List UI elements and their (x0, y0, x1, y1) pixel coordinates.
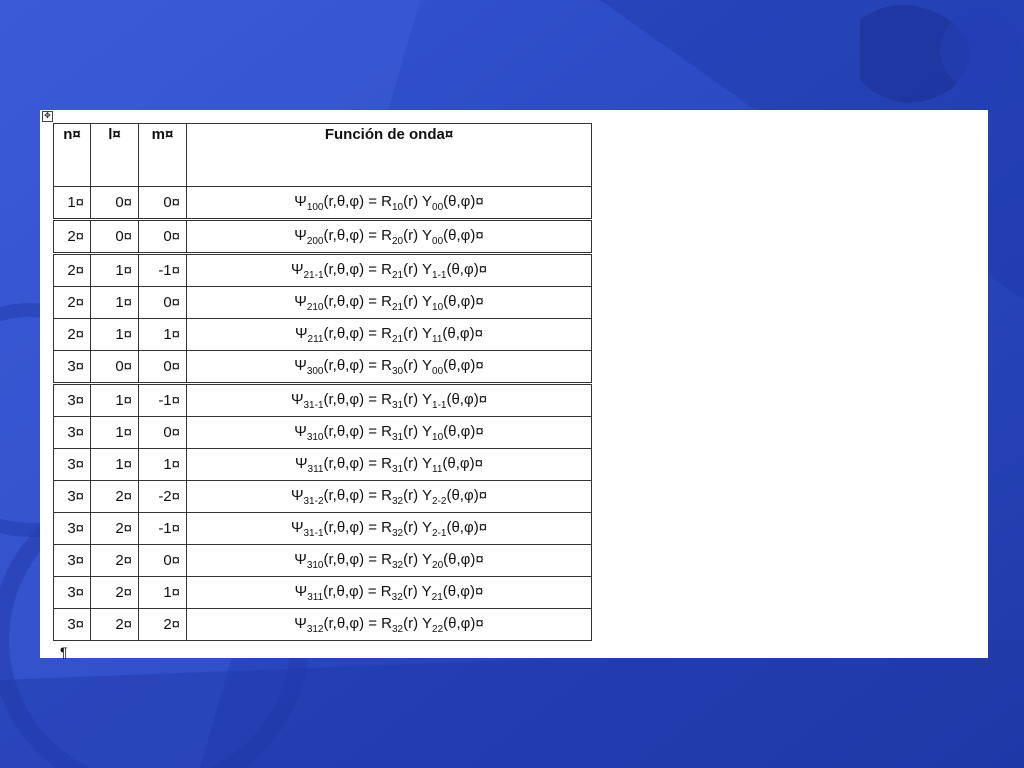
formula-text: (θ,φ)¤ (446, 518, 488, 536)
move-handle-icon[interactable]: ✥ (42, 111, 53, 122)
formula-text: (r) Y (403, 390, 433, 408)
formula-text: (r,θ,φ) = R (323, 454, 392, 472)
formula-text: Ψ (294, 192, 307, 210)
formula-subscript: 00 (432, 365, 444, 377)
formula-text: (r) Y (403, 518, 433, 536)
formula-subscript: 310 (306, 431, 324, 443)
formula-subscript: 10 (432, 301, 444, 313)
formula-text: (θ,φ)¤ (443, 292, 484, 310)
formula-subscript: 2-2 (432, 495, 447, 507)
cell-wave-function (187, 577, 592, 609)
formula-text: (θ,φ)¤ (446, 390, 488, 408)
cell-wave-function (187, 609, 592, 641)
formula-subscript: 300 (306, 365, 324, 377)
cell-l: 0¤ (91, 351, 139, 384)
cell-n: 3¤ (54, 545, 91, 577)
table-row (54, 545, 592, 577)
cell-l: 1¤ (91, 319, 139, 351)
cell-m: 0¤ (139, 187, 187, 220)
header-m: m¤ (139, 124, 187, 187)
cell-m: 1¤ (139, 577, 187, 609)
formula-text: (r,θ,φ) = R (323, 390, 392, 408)
cell-n: 3¤ (54, 417, 91, 449)
cell-wave-function (187, 545, 592, 577)
formula-subscript: 32 (392, 559, 404, 571)
table-row (54, 187, 592, 220)
formula-subscript: 310 (306, 559, 324, 571)
formula-text: (r) Y (403, 454, 433, 472)
table-row (54, 254, 592, 287)
cell-n: 2¤ (54, 220, 91, 254)
formula-subscript: 10 (432, 431, 444, 443)
formula-subscript: 22 (432, 623, 444, 635)
formula-text: (r,θ,φ) = R (323, 226, 392, 244)
formula-text: (θ,φ)¤ (442, 324, 483, 342)
formula-text: (r,θ,φ) = R (323, 550, 392, 568)
formula-text: (r,θ,φ) = R (323, 422, 392, 440)
formula-text: (r) Y (403, 192, 433, 210)
cell-wave-function (187, 513, 592, 545)
formula-text: Ψ (290, 518, 304, 536)
formula-text: (r) Y (403, 550, 433, 568)
formula-subscript: 21 (392, 333, 404, 345)
header-l: l¤ (91, 124, 139, 187)
formula-text: (θ,φ)¤ (443, 614, 484, 632)
cell-l: 1¤ (91, 384, 139, 417)
formula-subscript: 100 (306, 201, 324, 213)
formula-subscript: 31 (392, 399, 404, 411)
header-n: n¤ (54, 124, 91, 187)
formula-text: Ψ (290, 486, 304, 504)
cell-wave-function (187, 254, 592, 287)
formula-subscript: 211 (307, 333, 324, 345)
cell-n: 2¤ (54, 319, 91, 351)
formula-text: (θ,φ)¤ (446, 260, 488, 278)
formula-text: (r,θ,φ) = R (323, 356, 392, 374)
table-row (54, 513, 592, 545)
formula-subscript: 31 (392, 463, 404, 475)
cell-m: -2¤ (139, 481, 187, 513)
formula-text: (θ,φ)¤ (442, 454, 483, 472)
formula-text: Ψ (290, 260, 304, 278)
cell-l: 1¤ (91, 254, 139, 287)
cell-l: 0¤ (91, 187, 139, 220)
formula-subscript: 20 (432, 559, 444, 571)
cell-n: 3¤ (54, 577, 91, 609)
formula-text: (θ,φ)¤ (443, 422, 484, 440)
cell-n: 3¤ (54, 384, 91, 417)
formula-text: Ψ (295, 324, 308, 342)
table-row (54, 481, 592, 513)
formula-subscript: 11 (432, 463, 443, 475)
paragraph-mark: ¶ (60, 644, 68, 660)
formula-text: (r) Y (402, 582, 432, 600)
formula-text: (θ,φ)¤ (443, 550, 484, 568)
formula-text: (r) Y (403, 324, 433, 342)
formula-subscript: 31-1 (303, 399, 324, 411)
formula-text: (r) Y (403, 614, 433, 632)
formula-text: (r,θ,φ) = R (323, 582, 392, 600)
cell-wave-function (187, 187, 592, 220)
wave-function-table (53, 123, 592, 641)
cell-n: 3¤ (54, 351, 91, 384)
formula-text: (r) Y (403, 260, 433, 278)
formula-subscript: 210 (306, 301, 324, 313)
cell-m: 0¤ (139, 417, 187, 449)
table-row (54, 577, 592, 609)
formula-subscript: 00 (432, 201, 444, 213)
formula-subscript: 00 (432, 235, 444, 247)
formula-text: Ψ (290, 390, 304, 408)
table-header-row (54, 124, 592, 187)
formula-subscript: 1-1 (432, 269, 447, 281)
cell-wave-function (187, 449, 592, 481)
cell-l: 1¤ (91, 287, 139, 319)
cell-n: 3¤ (54, 513, 91, 545)
formula-subscript: 311 (307, 463, 324, 475)
formula-subscript: 31 (392, 431, 404, 443)
formula-text: Ψ (295, 454, 308, 472)
formula-subscript: 10 (392, 201, 404, 213)
cell-wave-function (187, 319, 592, 351)
cell-m: 0¤ (139, 220, 187, 254)
cell-wave-function (187, 481, 592, 513)
formula-subscript: 32 (392, 527, 404, 539)
header-funcion-de-onda: Función de onda¤ (187, 124, 592, 187)
formula-subscript: 20 (392, 235, 404, 247)
cell-n: 2¤ (54, 254, 91, 287)
formula-text: (θ,φ)¤ (443, 356, 484, 374)
cell-m: 0¤ (139, 287, 187, 319)
cell-m: -1¤ (139, 254, 187, 287)
cell-m: -1¤ (139, 384, 187, 417)
table-row (54, 384, 592, 417)
formula-text: (θ,φ)¤ (442, 582, 484, 600)
formula-text: Ψ (294, 614, 307, 632)
table-row (54, 287, 592, 319)
cell-l: 2¤ (91, 609, 139, 641)
cell-l: 1¤ (91, 449, 139, 481)
cell-n: 3¤ (54, 481, 91, 513)
formula-subscript: 30 (392, 365, 404, 377)
formula-subscript: 2-1 (432, 527, 447, 539)
formula-text: (r) Y (403, 356, 433, 374)
table-row (54, 220, 592, 254)
cell-m: 1¤ (139, 449, 187, 481)
cell-l: 2¤ (91, 513, 139, 545)
table-row (54, 319, 592, 351)
cell-l: 2¤ (91, 545, 139, 577)
formula-text: (r,θ,φ) = R (323, 324, 392, 342)
cell-wave-function (187, 351, 592, 384)
cell-l: 2¤ (91, 577, 139, 609)
formula-text: (r,θ,φ) = R (323, 614, 392, 632)
formula-subscript: 200 (306, 235, 324, 247)
cell-wave-function (187, 417, 592, 449)
formula-subscript: 32 (392, 495, 404, 507)
formula-text: Ψ (294, 582, 308, 600)
formula-subscript: 311 (307, 591, 324, 603)
formula-subscript: 21 (431, 591, 443, 603)
cell-n: 1¤ (54, 187, 91, 220)
formula-subscript: 21 (392, 301, 404, 313)
formula-text: (r,θ,φ) = R (323, 518, 392, 536)
formula-text: (θ,φ)¤ (443, 192, 484, 210)
cell-n: 2¤ (54, 287, 91, 319)
formula-text: (r,θ,φ) = R (323, 292, 392, 310)
formula-text: (r) Y (403, 422, 433, 440)
cell-m: 1¤ (139, 319, 187, 351)
formula-subscript: 31-1 (303, 527, 324, 539)
formula-text: (θ,φ)¤ (446, 486, 488, 504)
formula-text: Ψ (294, 292, 307, 310)
cell-l: 1¤ (91, 417, 139, 449)
formula-subscript: 21-1 (303, 269, 324, 281)
formula-text: Ψ (294, 550, 307, 568)
cell-wave-function (187, 287, 592, 319)
formula-text: (r) Y (403, 226, 433, 244)
table-row (54, 449, 592, 481)
formula-subscript: 11 (432, 333, 443, 345)
formula-text: Ψ (294, 356, 307, 374)
cell-m: 0¤ (139, 351, 187, 384)
formula-subscript: 31-2 (303, 495, 324, 507)
formula-text: (r) Y (403, 292, 433, 310)
table-row (54, 609, 592, 641)
cell-wave-function (187, 220, 592, 254)
formula-subscript: 32 (391, 591, 403, 603)
cell-m: 2¤ (139, 609, 187, 641)
table-row (54, 351, 592, 384)
formula-text: (r,θ,φ) = R (323, 192, 392, 210)
cell-m: 0¤ (139, 545, 187, 577)
cell-wave-function (187, 384, 592, 417)
cell-m: -1¤ (139, 513, 187, 545)
cell-n: 3¤ (54, 609, 91, 641)
cell-l: 0¤ (91, 220, 139, 254)
formula-text: (θ,φ)¤ (443, 226, 484, 244)
formula-text: (r,θ,φ) = R (323, 486, 392, 504)
formula-text: Ψ (294, 226, 307, 244)
formula-text: (r,θ,φ) = R (323, 260, 392, 278)
formula-text: (r) Y (403, 486, 433, 504)
formula-subscript: 32 (392, 623, 404, 635)
formula-text: Ψ (294, 422, 307, 440)
cell-n: 3¤ (54, 449, 91, 481)
formula-subscript: 21 (392, 269, 404, 281)
table-row (54, 417, 592, 449)
cell-l: 2¤ (91, 481, 139, 513)
formula-subscript: 1-1 (432, 399, 447, 411)
formula-subscript: 312 (306, 623, 324, 635)
